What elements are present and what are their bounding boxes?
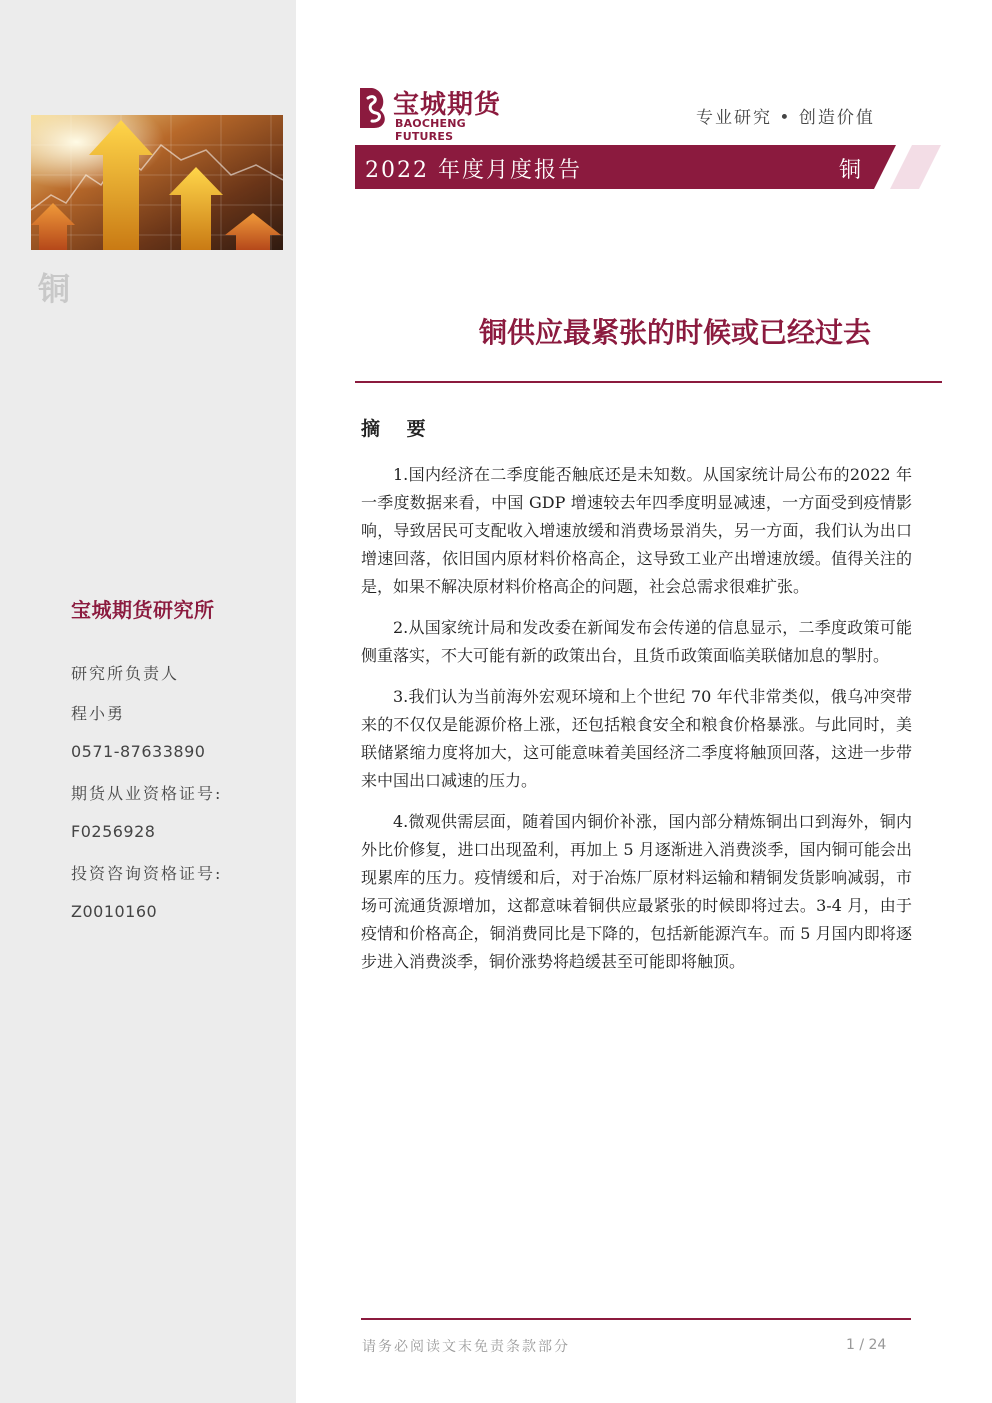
slogan: 专业研究 • 创造价值	[696, 108, 875, 128]
head-label: 研究所负责人	[71, 664, 180, 683]
phone-number: 0571-87633890	[71, 742, 206, 761]
cover-image	[31, 115, 283, 250]
rising-arrows-image	[31, 115, 283, 250]
head-name: 程小勇	[71, 704, 126, 723]
page-number: 1 / 24	[846, 1337, 887, 1353]
disclaimer-note: 请务必阅读文末免责条款部分	[362, 1339, 570, 1355]
futures-cert-label: 期货从业资格证号:	[71, 784, 223, 803]
footer-divider	[361, 1318, 911, 1320]
banner-title: 2022 年度月度报告	[365, 158, 582, 183]
abstract-paragraph-1: 1.国内经济在二季度能否触底还是未知数。从国家统计局公布的2022 年一季度数据来看，中国 GDP 增速较去年四季度明显减速，一方面受到疫情影响，导致居民可支配收入增速放缓和消费场景消失，另一方面，我们认为出口增速回落，依旧国内原材料价格高企，这导致工业产出增速放缓。值得关注的是，如果不解决原材料价格高企的问题，社会总需求很难扩张。	[361, 465, 912, 596]
report-title: 铜供应最紧张的时候或已经过去	[478, 316, 871, 349]
sidebar	[0, 0, 296, 1403]
logo-chinese: 宝城期货	[393, 90, 502, 120]
invest-cert-number: Z0010160	[71, 902, 158, 921]
invest-cert-label: 投资咨询资格证号:	[71, 864, 223, 883]
abstract-heading: 摘 要	[361, 418, 436, 440]
banner-commodity: 铜	[839, 158, 862, 183]
report-banner	[355, 145, 941, 189]
logo-english: BAOCHENG FUTURES	[395, 117, 466, 143]
company-logo	[356, 86, 526, 143]
sidebar-commodity: 铜	[38, 270, 71, 308]
abstract-paragraph-2: 2.从国家统计局和发改委在新闻发布会传递的信息显示，二季度政策可能侧重落实，不大可能有新的政策出台，且货币政策面临美联储加息的掣肘。	[361, 618, 912, 665]
abstract-body	[361, 461, 912, 989]
futures-cert-number: F0256928	[71, 822, 156, 841]
logo-mark-icon	[356, 86, 390, 130]
institute-name: 宝城期货研究所	[71, 598, 215, 622]
abstract-paragraph-3: 3.我们认为当前海外宏观环境和上个世纪 70 年代非常类似，俄乌冲突带来的不仅仅是能源价格上涨，还包括粮食安全和粮食价格暴涨。与此同时，美联储紧缩力度将加大，这可能意味着美国经济二季度将触顶回落，这进一步带来中国出口减速的压力。	[361, 687, 912, 790]
abstract-paragraph-4: 4.微观供需层面，随着国内铜价补涨，国内部分精炼铜出口到海外，铜内外比价修复，进口出现盈利，再加上 5 月逐渐进入消费淡季，国内铜可能会出现累库的压力。疫情缓和后，对于冶炼厂原材料运输和精铜发货影响减弱，市场可流通货源增加，这都意味着铜供应最紧张的时候即将过去。3-4 月，由于疫情和价格高企，铜消费同比是下降的，包括新能源汽车。而 5 月国内即将逐步进入消费淡季，铜价涨势将趋缓甚至可能即将触顶。	[361, 812, 912, 971]
title-divider	[355, 381, 942, 383]
